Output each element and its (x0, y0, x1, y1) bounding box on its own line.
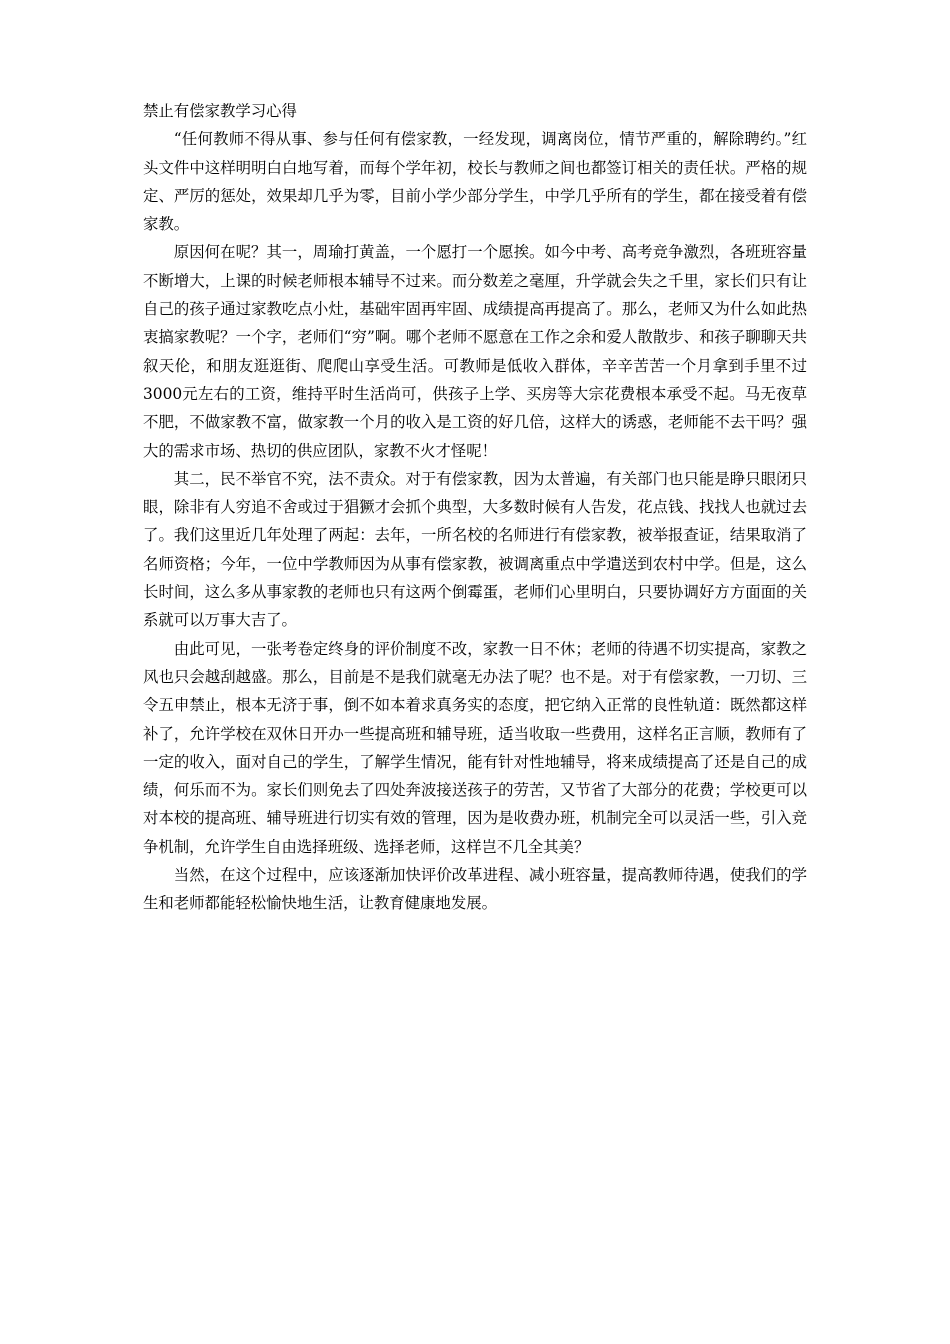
paragraph-5: 当然，在这个过程中，应该逐渐加快评价改革进程、减小班容量，提高教师待遇，使我们的学生和老师都能轻松愉快地生活，让教育健康地发展。 (143, 866, 807, 913)
paragraph-1: “任何教师不得从事、参与任何有偿家教，一经发现，调离岗位，情节严重的，解除聘约。”红头文件中这样明明白白地写着，而每个学年初，校长与教师之间也都签订相关的责任状。严格的规定、严厉的惩处，效果却几乎为零，目前小学少部分学生，中学几乎所有的学生，都在接受着有偿家教。 (143, 130, 807, 234)
paragraph-3: 其二，民不举官不究，法不责众。对于有偿家教，因为太普遍，有关部门也只能是睁只眼闭只眼，除非有人穷追不舍或过于猖獗才会抓个典型，大多数时候有人告发，花点钱、找找人也就过去了。我们这里近几年处理了两起：去年，一所名校的名师进行有偿家教，被举报查证，结果取消了名师资格；今年，一位中学教师因为从事有偿家教，被调离重点中学遣送到农村中学。但是，这么长时间，这么多从事家教的老师也只有这两个倒霉蛋，老师们心里明白，只要协调好方方面面的关系就可以万事大吉了。 (143, 469, 807, 630)
paragraph-2: 原因何在呢？其一，周瑜打黄盖，一个愿打一个愿挨。如今中考、高考竞争激烈，各班班容量不断增大，上课的时候老师根本辅导不过来。而分数差之毫厘，升学就会失之千里，家长们只有让自己的孩子通过家教吃点小灶，基础牢固再牢固、成绩提高再提高了。那么，老师又为什么如此热衷搞家教呢？一个字，老师们“穷”啊。哪个老师不愿意在工作之余和爱人散散步、和孩子聊聊天共叙天伦，和朋友逛逛街、爬爬山享受生活。可教师是低收入群体，辛辛苦苦一个月拿到手里不过3000元左右的工资，维持平时生活尚可，供孩子上学、买房等大宗花费根本承受不起。马无夜草不肥，不做家教不富，做家教一个月的收入是工资的好几倍，这样大的诱惑，老师能不去干吗？强大的需求市场、热切的供应团队，家教不火才怪呢！ (143, 243, 807, 460)
paragraph-4: 由此可见，一张考卷定终身的评价制度不改，家教一日不休；老师的待遇不切实提高，家教之风也只会越刮越盛。那么，目前是不是我们就毫无办法了呢？也不是。对于有偿家教，一刀切、三令五申禁止，根本无济于事，倒不如本着求真务实的态度，把它纳入正常的良性轨道：既然都这样补了，允许学校在双休日开办一些提高班和辅导班，适当收取一些费用，这样名正言顺，教师有了一定的收入，面对自己的学生，了解学生情况，能有针对性地辅导，将来成绩提高了还是自己的成绩，何乐而不为。家长们则免去了四处奔波接送孩子的劳苦，又节省了大部分的花费；学校更可以对本校的提高班、辅导班进行切实有效的管理，因为是收费办班，机制完全可以灵活一些，引入竞争机制，允许学生自由选择班级、选择老师，这样岂不几全其美？ (143, 639, 807, 856)
document-page (143, 97, 807, 918)
document-title: 禁止有偿家教学习心得 (143, 102, 297, 120)
